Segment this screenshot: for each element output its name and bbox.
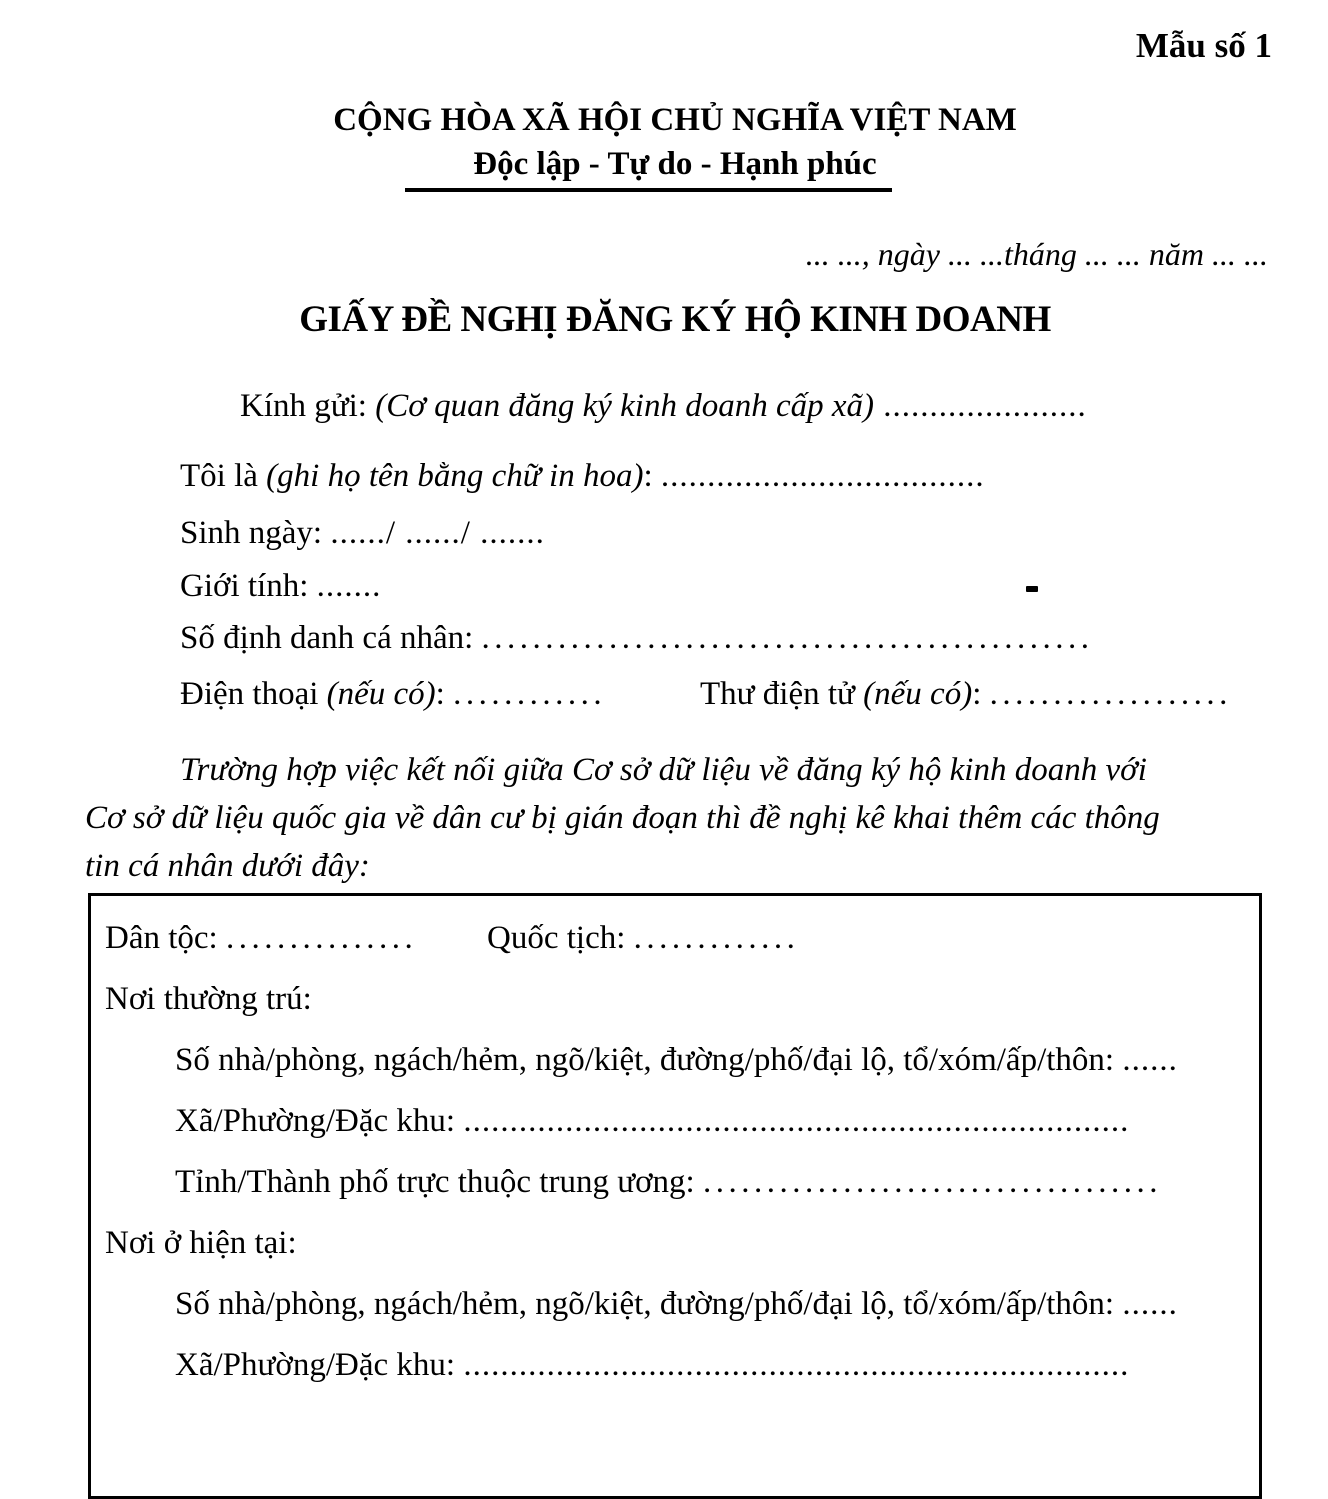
nationality-dotted-field: ............. [633, 920, 800, 956]
address-detail-dotted-field: ...... [1122, 1286, 1178, 1322]
name-colon: : [643, 458, 661, 494]
email-part [700, 676, 1232, 713]
permanent-province-line [175, 1164, 1162, 1201]
address-detail-label: Số nhà/phòng, ngách/hẻm, ngõ/kiệt, đường/phố/đại lộ, tổ/xóm/ấp/thôn: [175, 1286, 1123, 1322]
ethnicity-label: Dân tộc: [105, 920, 226, 956]
phone-label: Điện thoại [180, 676, 327, 712]
ethnicity-line [105, 920, 800, 957]
gender-line [180, 568, 381, 605]
date-line: ... ..., ngày ... ...tháng ... ... năm ... ... [805, 236, 1268, 272]
address-detail-label: Số nhà/phòng, ngách/hẻm, ngõ/kiệt, đường/phố/đại lộ, tổ/xóm/ấp/thôn: [175, 1042, 1123, 1078]
form-number: Mẫu số 1 [1135, 26, 1272, 65]
recipient-label: Kính gửi: [240, 388, 376, 424]
phone-hint: (nếu có) [326, 676, 436, 712]
personal-id-line [180, 620, 1094, 657]
note-paragraph-line-3: tin cá nhân dưới đây: [85, 848, 370, 884]
address-detail-dotted-field: ...... [1122, 1042, 1178, 1078]
name-line [180, 458, 985, 495]
scan-artifact [1026, 586, 1038, 592]
ethnicity-dotted-field: ............... [225, 920, 418, 956]
province-dotted-field: .................................... [702, 1164, 1162, 1200]
email-colon: : [972, 676, 990, 712]
national-title: CỘNG HÒA XÃ HỘI CHỦ NGHĨA VIỆT NAM [333, 102, 1017, 138]
commune-label: Xã/Phường/Đặc khu: [175, 1103, 464, 1139]
gender-label: Giới tính: [180, 568, 317, 604]
email-dotted-field: ................... [989, 676, 1232, 712]
email-hint: (nếu có) [863, 676, 973, 712]
note-paragraph-line-1: Trường hợp việc kết nối giữa Cơ sở dữ liệu về đăng ký hộ kinh doanh với [180, 752, 1147, 788]
commune-dotted-field: ........................................................................ [463, 1347, 1130, 1383]
personal-id-dotted-field: ................................................ [481, 620, 1094, 656]
personal-info-box [88, 893, 1262, 1499]
phone-dotted-field: ............ [453, 676, 607, 712]
motto-underline [405, 188, 892, 192]
page-title: GIẤY ĐỀ NGHỊ ĐĂNG KÝ HỘ KINH DOANH [299, 299, 1051, 340]
phone-colon: : [435, 676, 454, 712]
current-residence-label: Nơi ở hiện tại: [105, 1225, 297, 1261]
email-label: Thư điện tử [700, 676, 864, 712]
commune-dotted-field: ........................................................................ [463, 1103, 1130, 1139]
nationality-label: Quốc tịch: [487, 920, 634, 956]
recipient-dotted-field: ...................... [874, 388, 1087, 424]
commune-label: Xã/Phường/Đặc khu: [175, 1347, 464, 1383]
gender-dotted-field: ....... [316, 568, 382, 604]
permanent-address-detail-line [175, 1042, 1178, 1079]
recipient-line [240, 388, 1087, 425]
nationality-part [487, 920, 799, 957]
name-hint: (ghi họ tên bằng chữ in hoa) [266, 458, 644, 494]
current-address-detail-line [175, 1286, 1178, 1323]
national-motto: Độc lập - Tự do - Hạnh phúc [473, 146, 877, 182]
contact-line [180, 676, 1232, 713]
birth-date-label: Sinh ngày: [180, 515, 331, 551]
name-dotted-field: ................................... [660, 458, 985, 494]
permanent-commune-line [175, 1103, 1129, 1140]
recipient-hint: (Cơ quan đăng ký kinh doanh cấp xã) [375, 388, 874, 424]
name-label: Tôi là [180, 458, 267, 494]
personal-id-label: Số định danh cá nhân: [180, 620, 482, 656]
note-paragraph-line-2: Cơ sở dữ liệu quốc gia về dân cư bị gián đoạn thì đề nghị kê khai thêm các thông [85, 800, 1160, 836]
permanent-residence-label: Nơi thường trú: [105, 981, 312, 1017]
province-label: Tỉnh/Thành phố trực thuộc trung ương: [175, 1164, 703, 1200]
birth-date-dotted-field: ....../ ....../ ....... [330, 515, 545, 551]
birth-date-line [180, 515, 545, 552]
current-commune-line [175, 1347, 1129, 1384]
